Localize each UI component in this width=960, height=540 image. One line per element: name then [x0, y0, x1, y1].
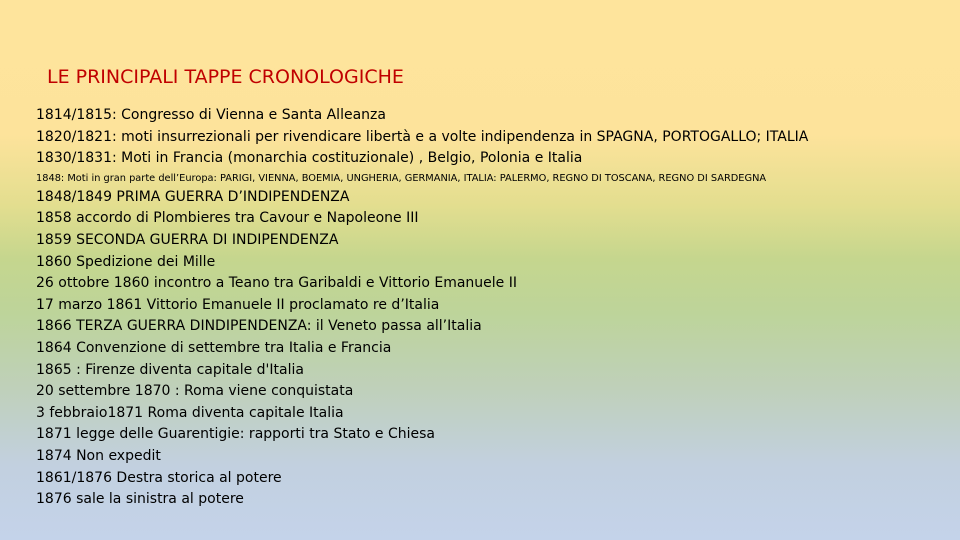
timeline-item: 1876 sale la sinistra al potere — [36, 491, 244, 508]
timeline-item: 20 settembre 1870 : Roma viene conquistata — [36, 383, 354, 400]
timeline-item: 1830/1831: Moti in Francia (monarchia costituzionale) , Belgio, Polonia e Italia — [36, 150, 583, 167]
timeline-list — [36, 105, 808, 511]
timeline-item: 1814/1815: Congresso di Vienna e Santa Alleanza — [36, 107, 386, 123]
timeline-item: 17 marzo 1861 Vittorio Emanuele II proclamato re d’Italia — [36, 296, 440, 313]
timeline-item: 1865 : Firenze diventa capitale d'Italia — [36, 361, 304, 378]
timeline-item: 1864 Convenzione di settembre tra Italia e Francia — [36, 339, 392, 356]
slide-title: LE PRINCIPALI TAPPE CRONOLOGICHE — [47, 66, 404, 88]
timeline-item: 1871 legge delle Guarentigie: rapporti tra Stato e Chiesa — [36, 426, 436, 443]
timeline-item: 1866 TERZA GUERRA DINDIPENDENZA: il Veneto passa all’Italia — [36, 318, 482, 335]
timeline-item: 1848/1849 PRIMA GUERRA D’INDIPENDENZA — [36, 188, 350, 205]
timeline-item: 1820/1821: moti insurrezionali per rivendicare libertà e a volte indipendenza in SPAGNA, PORTOGALLO; ITALIA — [36, 128, 809, 145]
timeline-item: 26 ottobre 1860 incontro a Teano tra Garibaldi e Vittorio Emanuele II — [36, 275, 517, 292]
timeline-item: 1859 SECONDA GUERRA DI INDIPENDENZA — [36, 231, 339, 248]
timeline-item: 1858 accordo di Plombieres tra Cavour e Napoleone III — [36, 210, 419, 227]
timeline-item: 1874 Non expedit — [36, 447, 161, 464]
timeline-item: 1861/1876 Destra storica al potere — [36, 469, 282, 486]
timeline-item: 1848: Moti in gran parte dell’Europa: PARIGI, VIENNA, BOEMIA, UNGHERIA, GERMANIA, ITALIA: PALERMO, REGNO DI TOSCANA, REGNO DI SARDEGNA — [36, 172, 767, 184]
timeline-item: 1860 Spedizione dei Mille — [36, 253, 216, 270]
timeline-item: 3 febbraio1871 Roma diventa capitale Italia — [36, 404, 344, 421]
